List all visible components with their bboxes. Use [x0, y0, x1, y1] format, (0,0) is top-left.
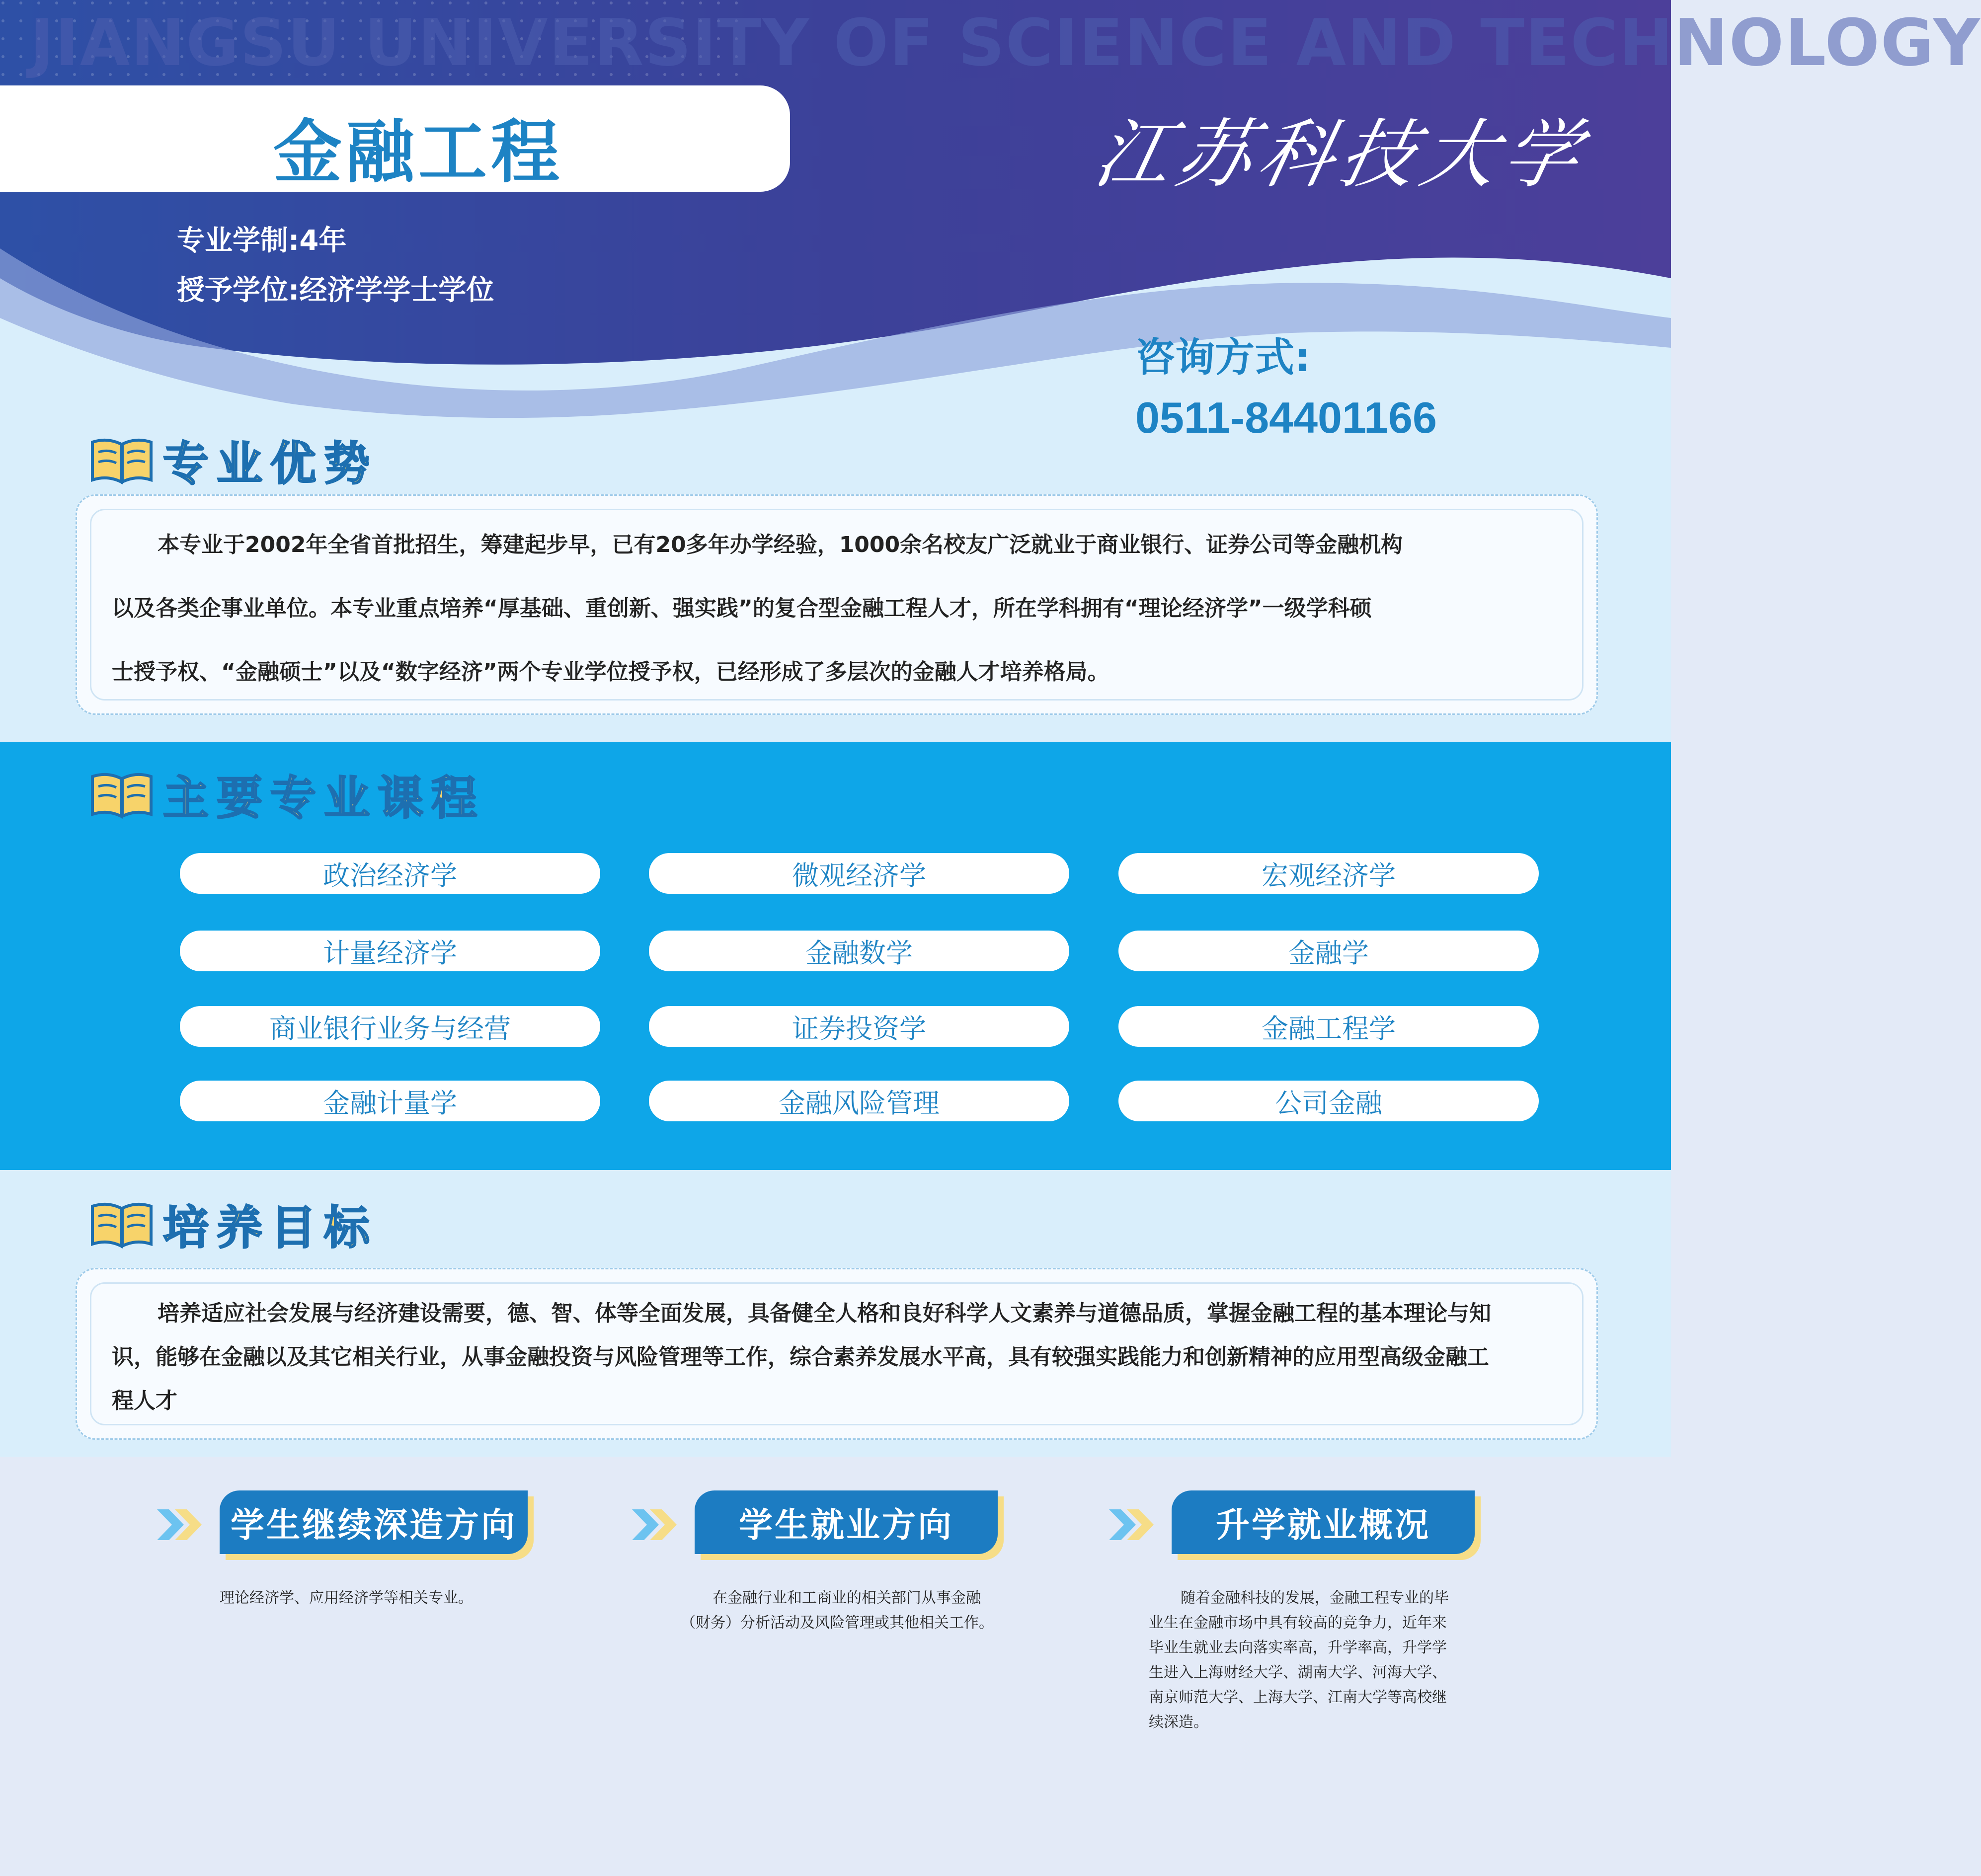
contact-phone: 0511-84401166: [1135, 393, 1437, 442]
book-icon: [89, 435, 154, 485]
further-study-text: 理论经济学、应用经济学等相关专业。: [220, 1589, 473, 1607]
degree-awarded: 授予学位:经济学学士学位: [177, 274, 494, 307]
goals-heading: [89, 1191, 378, 1257]
course-pill: 金融学: [1118, 931, 1539, 971]
university-logo-text: 江苏科技大学: [1087, 112, 1595, 198]
advantages-line-3: 士授予权、“金融硕士”以及“数字经济”两个专业学位授予权，已经形成了多层次的金融人才培养格局。: [112, 659, 1109, 685]
course-pill: 计量经济学: [180, 931, 600, 971]
advantages-box: [76, 494, 1598, 715]
double-chevron-icon: [630, 1507, 680, 1542]
book-icon: [89, 1199, 154, 1249]
course-pill: 证券投资学: [649, 1006, 1069, 1047]
overview-text-line-3: 毕业生就业去向落实率高，升学率高，升学学: [1149, 1639, 1447, 1656]
further-study-label: 学生继续深造方向: [220, 1490, 528, 1554]
employment-label: 学生就业方向: [695, 1490, 998, 1554]
course-pill: 微观经济学: [649, 853, 1069, 894]
contact-label: 咨询方式:: [1135, 334, 1310, 381]
overview-text-line-5: 南京师范大学、上海大学、江南大学等高校继: [1149, 1689, 1447, 1706]
english-university-banner: JIANGSU UNIVERSITY OF SCIENCE AND TECHNOLOGY: [30, 5, 1981, 80]
goals-heading-text: 培养目标: [163, 1201, 378, 1254]
course-pill: 政治经济学: [180, 853, 600, 894]
employment-tag: [630, 1490, 1008, 1556]
courses-section: [0, 742, 1671, 1170]
overview-text-line-4: 生进入上海财经大学、湖南大学、河海大学、: [1149, 1664, 1447, 1681]
goals-line-1: 培养适应社会发展与经济建设需要，德、智、体等全面发展，具备健全人格和良好科学人文素养与道德品质，掌握金融工程的基本理论与知: [158, 1301, 1491, 1326]
course-pill: 金融数学: [649, 931, 1069, 971]
overview-text-line-2: 业生在金融市场中具有较高的竞争力，近年来: [1149, 1614, 1447, 1632]
double-chevron-icon: [155, 1507, 205, 1542]
course-pill: 宏观经济学: [1118, 853, 1539, 894]
page-title: 金融工程: [273, 112, 564, 192]
course-pill: 金融工程学: [1118, 1006, 1539, 1047]
overview-tag: [1107, 1490, 1485, 1556]
overview-label: 升学就业概况: [1172, 1490, 1475, 1554]
further-study-tag: [155, 1490, 533, 1556]
overview-text-line-1: 随着金融科技的发展，金融工程专业的毕: [1181, 1589, 1449, 1607]
advantages-line-2: 以及各类企事业单位。本专业重点培养“厚基础、重创新、强实践”的复合型金融工程人才，所在学科拥有“理论经济学”一级学科硕: [112, 596, 1372, 621]
course-pill: 金融计量学: [180, 1081, 600, 1121]
employment-text-line-2: （财务）分析活动及风险管理或其他相关工作。: [681, 1614, 994, 1632]
book-icon: [89, 770, 154, 819]
course-pill: 公司金融: [1118, 1081, 1539, 1121]
program-duration: 专业学制:4年: [177, 225, 347, 257]
header: [0, 0, 1981, 447]
employment-text-line-1: 在金融行业和工商业的相关部门从事金融: [713, 1589, 981, 1607]
double-chevron-icon: [1107, 1507, 1157, 1542]
goals-box: [76, 1268, 1598, 1440]
courses-heading-text: 主要专业课程: [163, 772, 485, 825]
overview-text-line-6: 续深造。: [1149, 1714, 1208, 1731]
goals-line-3: 程人才: [112, 1388, 177, 1413]
advantages-line-1: 本专业于2002年全省首批招生，筹建起步早，已有20多年办学经验，1000余名校友广泛就业于商业银行、证券公司等金融机构: [158, 532, 1403, 557]
advantages-heading-text: 专业优势: [163, 437, 378, 490]
courses-heading: [89, 762, 485, 827]
course-pill: 金融风险管理: [649, 1081, 1069, 1121]
advantages-heading: [89, 427, 378, 493]
goals-line-2: 识，能够在金融以及其它相关行业，从事金融投资与风险管理等工作，综合素养发展水平高，具有较强实践能力和创新精神的应用型高级金融工: [112, 1344, 1489, 1370]
course-pill: 商业银行业务与经营: [180, 1006, 600, 1047]
